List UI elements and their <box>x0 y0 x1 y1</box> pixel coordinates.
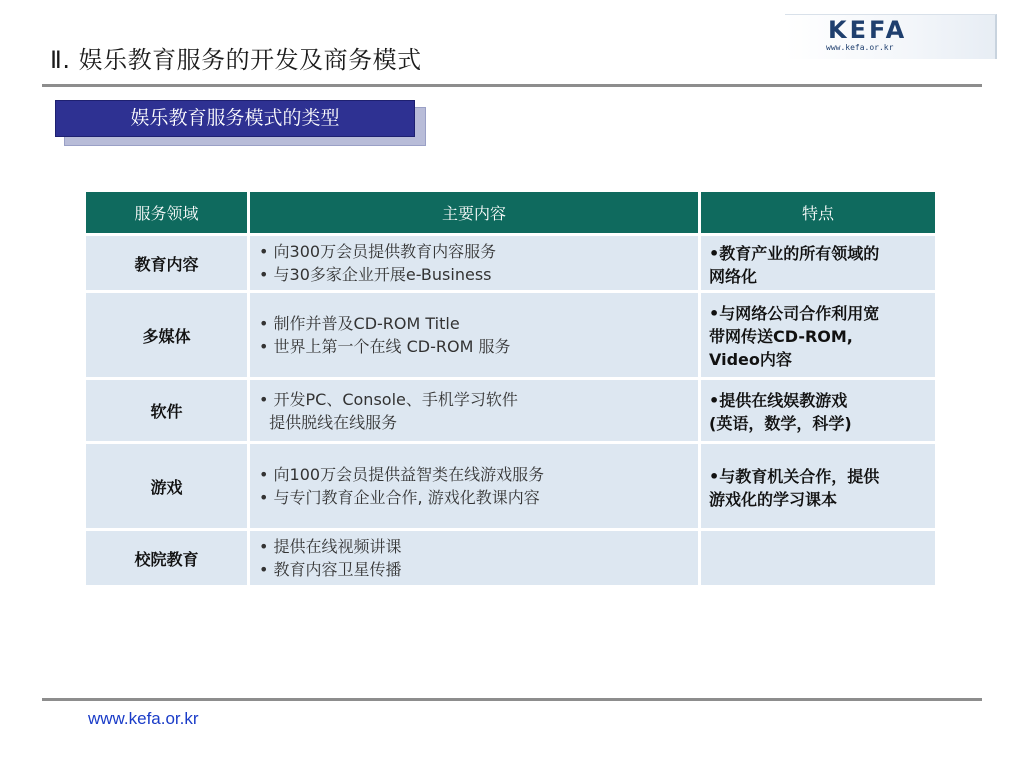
row-features <box>701 293 935 380</box>
footer-link[interactable]: www.kefa.or.kr <box>88 709 199 728</box>
logo-url: www.kefa.or.kr <box>826 43 894 52</box>
service-table <box>83 192 938 588</box>
row-content <box>250 293 698 380</box>
table-row <box>86 293 935 380</box>
content-line: • 与30多家企业开展e-Business <box>259 265 492 284</box>
table-row <box>86 531 935 588</box>
feature-line: •教育产业的所有领域的 <box>709 243 880 263</box>
row-category: 教育内容 <box>86 236 247 293</box>
content-line: • 向100万会员提供益智类在线游戏服务 <box>259 465 545 484</box>
feature-line: •与教育机关合作，提供 <box>709 466 880 486</box>
row-features <box>701 236 935 293</box>
content-line: • 开发PC、Console、手机学习软件 <box>259 389 518 409</box>
row-category: 软件 <box>86 380 247 444</box>
row-content <box>250 444 698 531</box>
row-category: 校院教育 <box>86 531 247 588</box>
row-content <box>250 236 698 293</box>
content-line: • 提供在线视频讲课 <box>259 537 402 556</box>
row-category: 游戏 <box>86 444 247 531</box>
feature-line: 游戏化的学习课本 <box>709 489 838 509</box>
content-line: • 向300万会员提供教育内容服务 <box>259 242 497 261</box>
feature-line: •与网络公司合作利用宽 <box>709 304 880 323</box>
kefa-logo: KEFA <box>828 16 908 44</box>
feature-line: (英语，数学，科学) <box>709 414 852 433</box>
feature-line: •提供在线娱教游戏 <box>709 391 848 410</box>
header-main-content: 主要内容 <box>250 192 698 236</box>
table-row <box>86 444 935 531</box>
header-service-area: 服务领域 <box>86 192 247 236</box>
row-content <box>250 380 698 444</box>
row-content <box>250 531 698 588</box>
row-features <box>701 380 935 444</box>
top-divider <box>42 84 982 87</box>
page-title: Ⅱ. 娱乐教育服务的开发及商务模式 <box>50 46 422 74</box>
feature-line: 网络化 <box>709 266 758 286</box>
header-features: 特点 <box>701 192 935 236</box>
bottom-divider <box>42 698 982 701</box>
content-line: • 与专门教育企业合作, 游戏化教课内容 <box>259 488 540 507</box>
section-label: 娱乐教育服务模式的类型 <box>55 100 415 137</box>
row-category: 多媒体 <box>86 293 247 380</box>
feature-line: 带网传送CD-ROM, <box>709 327 853 346</box>
row-features <box>701 531 935 588</box>
content-line: 提供脱线在线服务 <box>259 412 398 432</box>
content-line: • 教育内容卫星传播 <box>259 560 402 579</box>
table-row <box>86 236 935 293</box>
row-features <box>701 444 935 531</box>
feature-line: Video内容 <box>709 350 792 369</box>
content-line: • 世界上第一个在线 CD-ROM 服务 <box>259 337 511 356</box>
table-header-row <box>86 192 935 236</box>
table-row <box>86 380 935 444</box>
content-line: • 制作并普及CD-ROM Title <box>259 314 460 333</box>
